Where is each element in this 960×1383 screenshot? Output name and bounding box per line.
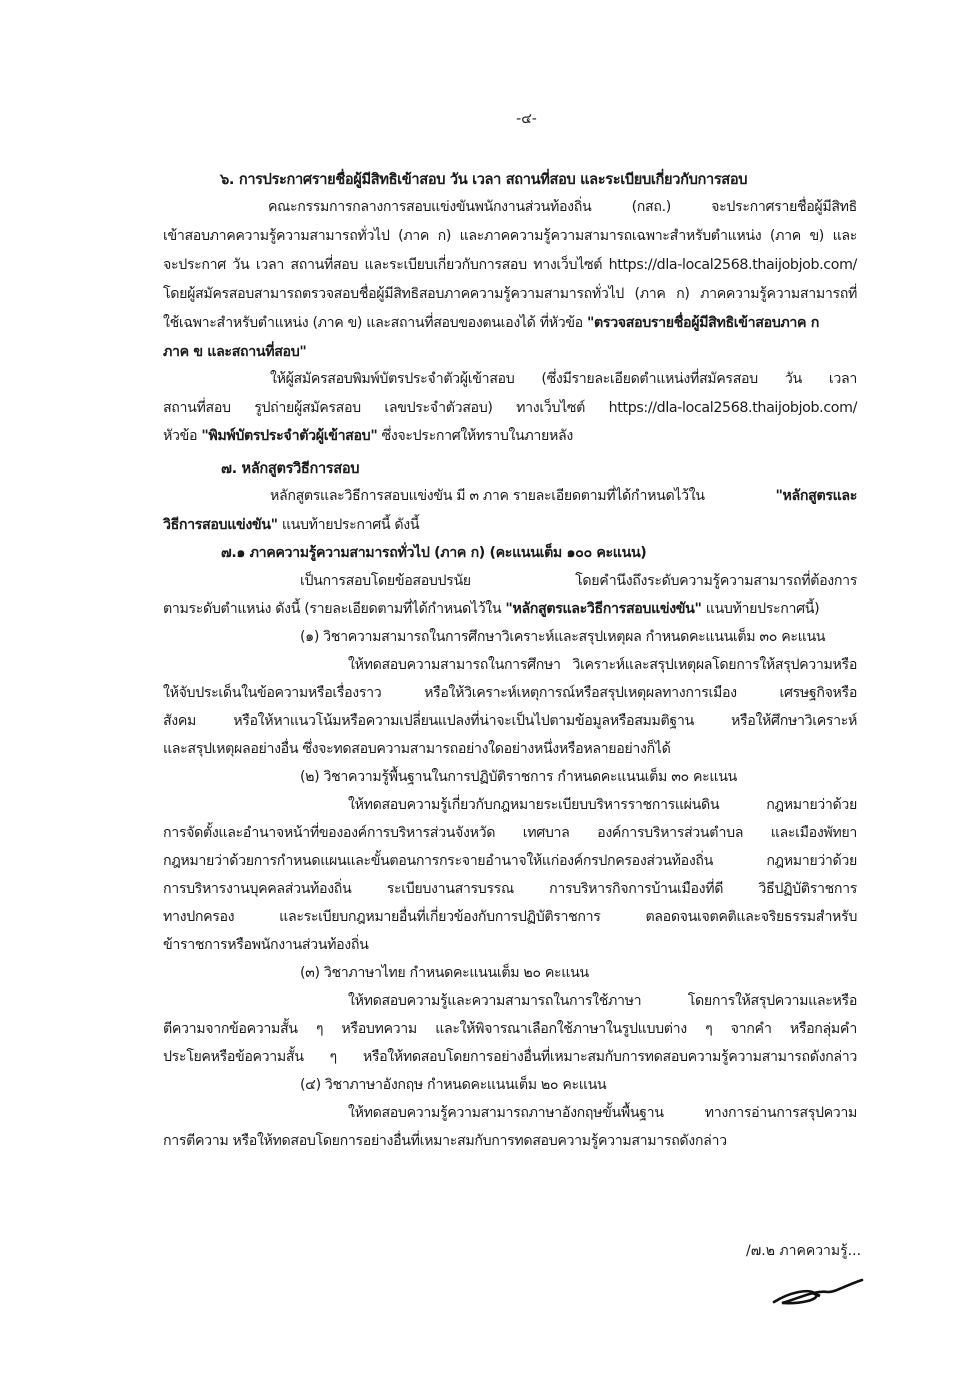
subject-3-line3: ประโยคหรือข้อความสั้น ๆ หรือให้ทดสอบโดยการอย่างอื่นที่เหมาะสมกับการทดสอบความรู้ความสามารถดังกล่าว bbox=[163, 1049, 857, 1065]
subject-3-line2: ตีความจากข้อความสั้น ๆ หรือบทความ และให้พิจารณาเลือกใช้ภาษาในรูปแบบต่าง ๆ จากคำ หรือกลุ่มคำ bbox=[163, 1021, 857, 1037]
check-list-topic-bold: "ตรวจสอบรายชื่อผู้มีสิทธิเข้าสอบภาค ก bbox=[587, 315, 819, 331]
section-6-para1-line4: โดยผู้สมัครสอบสามารถตรวจสอบชื่อผู้มีสิทธิสอบภาคความรู้ความสามารถทั่วไป (ภาค ก) ภาคความรู้ความสามารถที่ bbox=[163, 286, 857, 302]
curriculum-bold-1: "หลักสูตรและ bbox=[775, 488, 857, 504]
section-6-para2-line3 bbox=[163, 426, 573, 446]
subject-2-line1: ให้ทดสอบความรู้เกี่ยวกับกฎหมายระเบียบบริหารราชการแผ่นดิน กฎหมายว่าด้วย bbox=[348, 797, 857, 813]
section-7-1-heading: ๗.๑ ภาคความรู้ความสามารถทั่วไป (ภาค ก) (คะแนนเต็ม ๑๐๐ คะแนน) bbox=[221, 545, 647, 561]
section-7-intro-line1 bbox=[270, 486, 857, 506]
subject-4-line1: ให้ทดสอบความรู้ความสามารถภาษาอังกฤษขั้นพื้นฐาน ทางการอ่านการสรุปความ bbox=[348, 1105, 857, 1121]
subject-1-line2: ให้จับประเด็นในข้อความหรือเรื่องราว หรือให้วิเคราะห์เหตุการณ์หรือสรุปเหตุผลทางการเมือง เศรษฐกิจหรือ bbox=[163, 685, 857, 701]
curriculum-bold-2: วิธีการสอบแข่งขัน" bbox=[163, 517, 278, 533]
curriculum-bold-3: "หลักสูตรและวิธีการสอบแข่งขัน" bbox=[505, 601, 702, 617]
section-6-heading: ๖. การประกาศรายชื่อผู้มีสิทธิเข้าสอบ วัน เวลา สถานที่สอบ และระเบียบเกี่ยวกับการสอบ bbox=[220, 171, 748, 188]
topic-label: หัวข้อ bbox=[163, 428, 198, 444]
section-6-para1-line1: คณะกรรมการกลางการสอบแข่งขันพนักงานส่วนท้องถิ่น (กสถ.) จะประกาศรายชื่อผู้มีสิทธิ bbox=[268, 199, 857, 215]
section-6-para2-line1: ให้ผู้สมัครสอบพิมพ์บัตรประจำตัวผู้เข้าสอบ (ซึ่งมีรายละเอียดตำแหน่งที่สมัครสอบ วัน เวลา bbox=[270, 371, 857, 387]
subject-1-title: (๑) วิชาความสามารถในการศึกษาวิเคราะห์และสรุปเหตุผล กำหนดคะแนนเต็ม ๓๐ คะแนน bbox=[300, 629, 826, 645]
print-card-topic-bold: "พิมพ์บัตรประจำตัวผู้เข้าสอบ" bbox=[201, 428, 378, 444]
section-7-1-desc-line1: เป็นการสอบโดยข้อสอบปรนัย โดยคำนึงถึงระดับความรู้ความสามารถที่ต้องการ bbox=[300, 573, 857, 589]
section-7-intro-tail: แนบท้ายประกาศนี้ ดังนี้ bbox=[281, 517, 420, 533]
subject-2-line5: ทางปกครอง และระเบียบกฎหมายอื่นที่เกี่ยวข้องกับการปฏิบัติราชการ ตลอดจนเจตคติและจริยธรรมสำหรับ bbox=[163, 909, 857, 925]
subject-3-title: (๓) วิชาภาษาไทย กำหนดคะแนนเต็ม ๒๐ คะแนน bbox=[300, 965, 589, 981]
section-6-para2-line2: สถานที่สอบ รูปถ่ายผู้สมัครสอบ เลขประจำตัวสอบ) ทางเว็บไซต์ https://dla-local2568.thaijobjob.com/ bbox=[163, 400, 857, 416]
subject-1-line1: ให้ทดสอบความสามารถในการศึกษา วิเคราะห์และสรุปเหตุผลโดยการให้สรุปความหรือ bbox=[348, 657, 857, 673]
subject-2-line6: ข้าราชการหรือพนักงานส่วนท้องถิ่น bbox=[163, 937, 369, 953]
section-7-intro-line2 bbox=[163, 515, 419, 535]
subject-1-line3: สังคม หรือให้หาแนวโน้มหรือความเปลี่ยนแปลงที่น่าจะเป็นไปตามข้อมูลหรือสมมติฐาน หรือให้ศึกษาวิเคราะห์ bbox=[163, 713, 857, 729]
subject-2-line3: กฎหมายว่าด้วยการกำหนดแผนและขั้นตอนการกระจายอำนาจให้แก่องค์กรปกครองส่วนท้องถิ่น กฎหมายว่าด้วย bbox=[163, 853, 857, 869]
section-7-1-desc-line2 bbox=[163, 599, 819, 619]
subject-2-line4: การบริหารงานบุคคลส่วนท้องถิ่น ระเบียบงานสารบรรณ การบริหารกิจการบ้านเมืองที่ดี วิธีปฏิบัติราชการ bbox=[163, 881, 857, 897]
section-6-para1-line5 bbox=[163, 313, 819, 333]
subject-3-line1: ให้ทดสอบความรู้และความสามารถในการใช้ภาษา โดยการให้สรุปความและหรือ bbox=[348, 993, 857, 1009]
continuation-marker: /๗.๒ ภาคความรู้... bbox=[746, 1243, 862, 1259]
section-6-para2-tail: ซึ่งจะประกาศให้ทราบในภายหลัง bbox=[381, 428, 573, 444]
section-6-para1-line2: เข้าสอบภาคความรู้ความสามารถทั่วไป (ภาค ก) และภาคความรู้ความสามารถเฉพาะสำหรับตำแหน่ง (ภาค ข) และ bbox=[163, 228, 857, 244]
section-7-heading: ๗. หลักสูตรวิธีการสอบ bbox=[221, 460, 360, 477]
section-7-1-desc-text: ตามระดับตำแหน่ง ดังนี้ (รายละเอียดตามที่ได้กำหนดไว้ใน bbox=[163, 601, 502, 617]
section-6-para1-line6: ภาค ข และสถานที่สอบ" bbox=[163, 344, 307, 360]
page-number: -๔- bbox=[516, 111, 537, 127]
subject-4-title: (๔) วิชาภาษาอังกฤษ กำหนดคะแนนเต็ม ๒๐ คะแนน bbox=[300, 1077, 607, 1093]
subject-4-line2: การตีความ หรือให้ทดสอบโดยการอย่างอื่นที่เหมาะสมกับการทดสอบความรู้ความสามารถดังกล่าว bbox=[163, 1133, 727, 1149]
section-6-para1-line3: จะประกาศ วัน เวลา สถานที่สอบ และระเบียบเกี่ยวกับการสอบ ทางเว็บไซต์ https://dla-local2568.thaijobjob.com/ bbox=[163, 257, 857, 273]
subject-2-title: (๒) วิชาความรู้พื้นฐานในการปฏิบัติราชการ กำหนดคะแนนเต็ม ๓๐ คะแนน bbox=[300, 769, 737, 785]
section-6-para1-line5-text: ใช้เฉพาะสำหรับตำแหน่ง (ภาค ข) และสถานที่สอบของตนเองได้ ที่หัวข้อ bbox=[163, 315, 583, 331]
section-7-intro-text: หลักสูตรและวิธีการสอบแข่งขัน มี ๓ ภาค รายละเอียดตามที่ได้กำหนดไว้ใน bbox=[270, 488, 705, 504]
section-7-1-desc-tail: แนบท้ายประกาศนี้) bbox=[705, 601, 820, 617]
subject-2-line2: การจัดตั้งและอำนาจหน้าที่ขององค์การบริหารส่วนจังหวัด เทศบาล องค์การบริหารส่วนตำบล และเมืองพัทยา bbox=[163, 825, 857, 841]
signature-icon bbox=[770, 1270, 870, 1310]
subject-1-line4: และสรุปเหตุผลอย่างอื่น ซึ่งจะทดสอบความสามารถอย่างใดอย่างหนึ่งหรือหลายอย่างก็ได้ bbox=[163, 741, 671, 757]
